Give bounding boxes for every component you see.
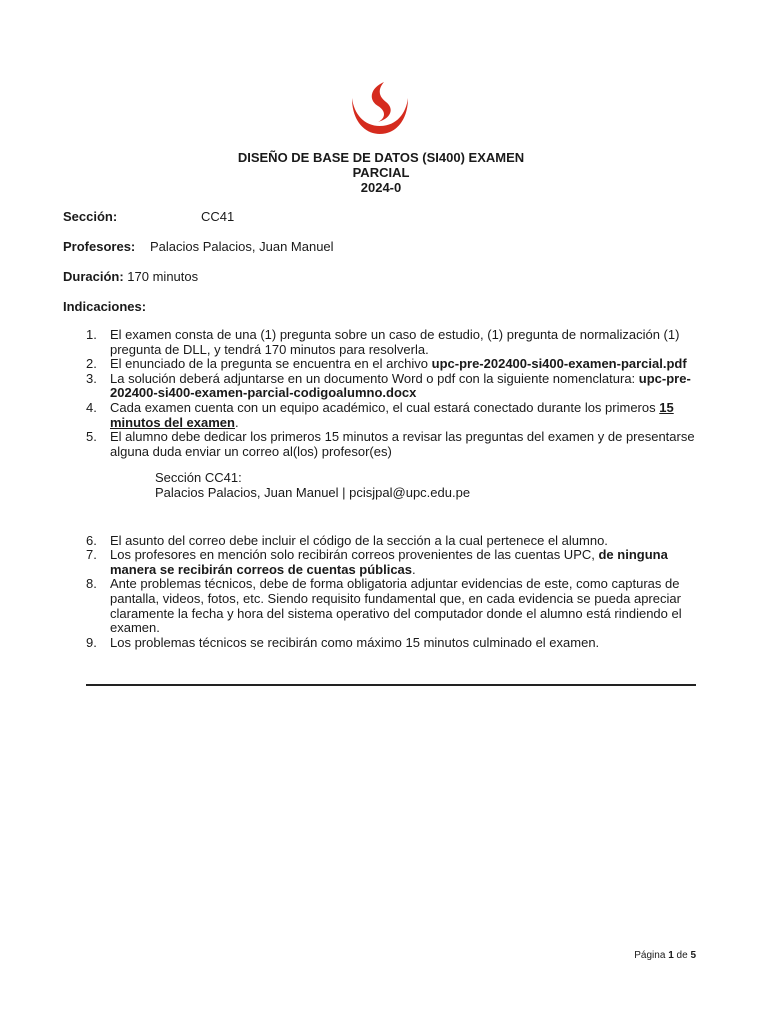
indicaciones-label: Indicaciones: <box>63 299 147 314</box>
seccion-label: Sección: <box>63 209 118 224</box>
page-total: 5 <box>690 950 696 961</box>
seccion-value: CC41 <box>201 209 235 224</box>
list-item <box>86 577 696 635</box>
list-text: Los profesores en mención solo recibirán correos provenientes de las cuentas UPC, <box>110 547 599 563</box>
list-text: La solución deberá adjuntarse en un documento Word o pdf con la siguiente nomenclatura: <box>110 370 639 386</box>
list-number: 8. <box>86 576 97 592</box>
list-text: Los problemas técnicos se recibirán como máximo 15 minutos culminado el examen. <box>110 634 600 650</box>
title-line-2: PARCIAL <box>352 165 410 180</box>
list-item <box>86 357 696 372</box>
list-number: 9. <box>86 634 97 650</box>
of-word: de <box>676 950 688 961</box>
duracion-field <box>63 269 198 284</box>
list-item <box>86 430 696 459</box>
list-number: 6. <box>86 532 97 548</box>
title-line-3: 2024-0 <box>360 180 402 195</box>
list-text: El examen consta de una (1) pregunta sobre un caso de estudio, (1) pregunta de normalización (1) pregunta de DLL, y tendrá 170 minutos para resolverla. <box>110 327 680 357</box>
horizontal-rule <box>86 684 696 686</box>
list-text: El asunto del correo debe incluir el código de la sección a la cual pertenece el alumno. <box>110 532 608 548</box>
list-number: 3. <box>86 370 97 386</box>
list-text: El alumno debe dedicar los primeros 15 minutos a revisar las preguntas del examen y de presentarse alguna duda enviar un correo al(los) profesor(es) <box>110 429 695 459</box>
profesores-value: Palacios Palacios, Juan Manuel <box>150 239 334 254</box>
instructions-list <box>86 328 696 650</box>
list-item <box>86 548 696 577</box>
contact-name: Palacios Palacios, Juan Manuel <box>155 484 339 500</box>
page-word: Página <box>634 950 666 961</box>
list-text-tail: . <box>412 561 416 577</box>
upc-logo-icon <box>348 80 412 136</box>
duracion-label: Duración: <box>63 269 124 284</box>
list-number: 2. <box>86 356 97 372</box>
list-number: 7. <box>86 547 97 563</box>
list-number: 1. <box>86 327 97 342</box>
profesores-field <box>63 239 334 254</box>
bold-text: de ninguna manera se recibirán correos de cuentas públicas <box>110 547 668 577</box>
list-text: Cada examen cuenta con un equipo académico, el cual estará conectado durante los primeros <box>110 399 660 415</box>
list-number: 5. <box>86 429 97 445</box>
page-footer <box>634 950 696 961</box>
list-text: El enunciado de la pregunta se encuentra en el archivo <box>110 356 432 372</box>
duracion-value: 170 minutos <box>127 269 199 284</box>
list-item <box>86 372 696 401</box>
contact-email[interactable]: | pcisjpal@upc.edu.pe <box>338 484 471 500</box>
page-current: 1 <box>668 950 674 961</box>
indicaciones-field <box>63 299 146 314</box>
highlight-text: 15 minutos del examen <box>110 399 674 430</box>
list-text: Ante problemas técnicos, debe de forma obligatoria adjuntar evidencias de este, como capturas de pantalla, videos, fotos, etc. Siendo requisito fundamental que, en cada evidencia se pueda apreciar claramente la fecha y hora del sistema operativo del computador donde el alumno está rindiendo el examen. <box>110 576 682 636</box>
list-item <box>86 328 696 357</box>
list-item <box>86 401 696 430</box>
contact-section: Sección CC41: <box>155 470 242 486</box>
list-number: 4. <box>86 399 97 415</box>
exam-title <box>0 150 762 195</box>
seccion-field <box>63 209 234 224</box>
contact-block <box>86 471 696 500</box>
list-text-tail: . <box>234 414 239 430</box>
solution-filename: upc-pre-202400-si400-examen-parcial-codigoalumno.docx <box>110 370 691 401</box>
list-item <box>86 534 696 549</box>
profesores-label: Profesores: <box>63 239 136 254</box>
title-line-1: DISEÑO DE BASE DE DATOS (SI400) EXAMEN <box>237 150 525 165</box>
list-item <box>86 636 696 651</box>
exam-filename: upc-pre-202400-si400-examen-parcial.pdf <box>431 356 687 372</box>
